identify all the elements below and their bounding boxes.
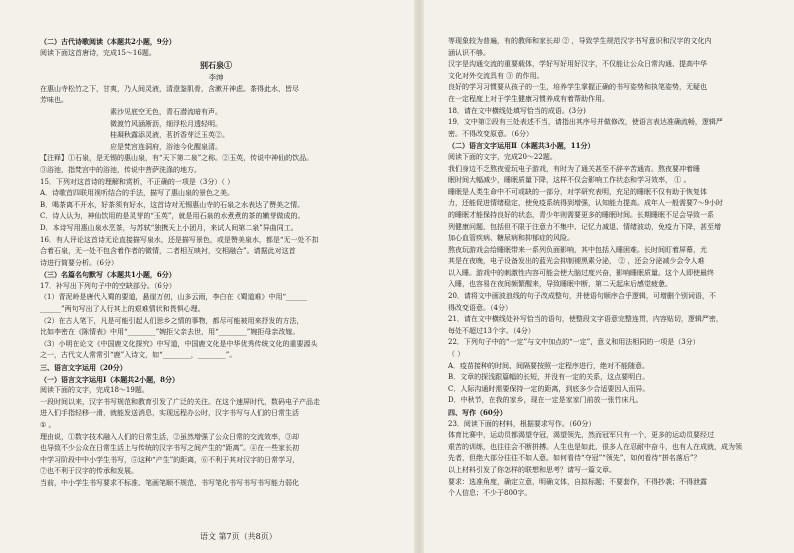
- text-line: （二）古代诗歌阅读（本题共2小题，9分）: [40, 37, 176, 46]
- text-line: （三）名篇名句默写（本题共1小题，6分）: [40, 270, 176, 280]
- text-line: D．中秋节，在我的家乡，现在一定是家家门前放一张竹床凡。: [448, 396, 643, 405]
- text-line: 20．请将文中画波浪线的句子改成整句，并使语句顺序合乎逻辑，可增删个别词语，不: [448, 292, 716, 301]
- left-column: [40, 36, 392, 490]
- text-line: 加心血管疾病、糖尿病和抑郁症的风险。: [448, 234, 574, 243]
- text-line: 芳味也。: [40, 96, 68, 105]
- text-line: 中学习阶段中中小学生书写，⑤这种“产生”的距离，⑥不利于其对汉字的日常学习，: [40, 455, 300, 464]
- text-line: 桂凝秋露添灵液，茗折香芽泛玉英②。: [110, 131, 229, 140]
- text-line: 也导致不少公众在日常生活上与传统的汉字书写之间产生的“距离”。④在一些家长初: [40, 444, 300, 453]
- text-line: 诗进行简要分析。（6分）: [40, 258, 118, 267]
- text-line: 素沙见底空无色，青石潜流暗有声。: [110, 107, 222, 116]
- text-line: 在一定程度上对于学生健康习惯养成有着帮助作用。: [448, 94, 609, 103]
- text-line: 别石泉①: [200, 60, 232, 71]
- text-line: 理由说，①数字技术融入人们的日常生活，②虽然增强了公众日常的交流效率，③却: [40, 432, 299, 441]
- text-line: 汉字是沟通交流的重要载体，学好写好用好汉字，不仅能让公众日常沟通、提高中华: [448, 60, 707, 69]
- text-line: 个人信息；不少于800字。: [448, 489, 532, 498]
- text-line: 应是梵宫连洞府，浴池今化醒泉清。: [110, 142, 222, 151]
- text-line: 15．下列对这首诗的理解和赏析，不正确的一项是（3分）（ ）: [40, 177, 235, 186]
- text-line: 眠时间大幅减少，睡眠质量下降，这样不仅会影响工作状态和学习效率， ① 。: [448, 176, 691, 185]
- text-line: 【注释】①石泉，是无锡的惠山泉，有“天下第二泉”之称。②玉英，传说中神仙的饮品。: [40, 154, 314, 163]
- text-line: 睡眠是人类生命中不可或缺的一部分，对学研究表明，充足的睡眠不仅有助于恢复体: [448, 187, 707, 196]
- text-line: 进入们手指轻移一滑，就能发送消息，实现远程办公时，汉字书写与人们的日常生活: [40, 409, 299, 418]
- text-line: 的睡眠才能保持良好的状态，青少年则需要更多的睡眠时间。长期睡眠不足会导致一系: [448, 210, 714, 219]
- text-line: 我们身边不乏熬夜爱玩电子游戏，有时为了通关甚至不辞辛苦通宵。熬夜要冲着睡: [448, 164, 700, 173]
- text-line: 21．请在文中横线处补写恰当的语句，使整段文字语意完整连贯，内容贴切，逻辑严密，: [448, 315, 723, 324]
- text-line: 微渡竹风涵淅沥，细浮松月透轻明。: [110, 119, 222, 128]
- text-line: 四、写作（60分）: [448, 408, 507, 417]
- text-line: 每处不超过13个字。（4分）: [448, 326, 535, 335]
- text-line: 合着石泉，无一处不包含着作者的微情，二者相互映衬，交相融合”。请据此对这首: [40, 247, 296, 256]
- text-line: 得改变语意。（4分）: [448, 303, 512, 312]
- text-line: （1）青泥岭是唐代入蜀的要道，悬崖万仞，山多云雨，李白在《蜀道难》中用“______: [40, 293, 308, 302]
- text-line: ⑦也不利于汉字的传承和发展。: [40, 467, 138, 476]
- page-footer: 语文 第7页（共8页）: [200, 532, 277, 541]
- text-line: 在惠山寺松竹之下，甘爽，乃人间灵液，清澄鉴肌骨，含漱开神虑。茶得此水，皆尽: [40, 84, 299, 93]
- text-line: C．人际沟通时需要保持一定的距离，到底多少合适要因人而异。: [448, 384, 650, 393]
- text-line: 17．补写出下列句子中的空缺部分。（6分）: [40, 281, 176, 290]
- text-line: A．诗歌首四联用视听结合的手法，描写了惠山泉的景色之美。: [40, 189, 235, 198]
- text-line: 16．有人评论这首诗无论直接描写泉水，还是描写景色，或是赞美泉水，都是“无一处不扣: [40, 235, 319, 244]
- text-line: 文化对外交流具有 ③ 的作用。: [448, 71, 544, 80]
- text-line: D．本诗写用惠山泉水烹茶，与苏轼“独携天上小团月，来试人间第二泉”异曲同工。: [40, 223, 298, 232]
- text-line: 23．阅读下面的材料，根据要求写作。（60分）: [448, 419, 596, 428]
- text-line: 三、语言文字运用（20分）: [40, 363, 127, 373]
- page-fold: [414, 0, 424, 553]
- text-line: B．文章的探浅跟篇幅的长短，并没有一定的关系，这点要明白。: [448, 373, 650, 382]
- text-line: 艰苦的训练，也往往会不断拼搏。人生也是如此，很多人在忍耐中奋斗，也有人在成就，成为领: [448, 442, 742, 451]
- text-line: 先者，但绝大部分往往不如人意。如何看待“夺冠”“领先”，如何看待“拼名落后”？: [448, 454, 701, 463]
- text-line: 列健康问题，包括但不限于注意力不集中、记忆力减退、情绪波动，免疫力下降，甚至增: [448, 222, 721, 231]
- text-line: 比如李密在《陈情表》中用“________”婉拒父亲去世，用“________”婉拒母亲改嫁。: [40, 328, 300, 337]
- text-line: 阅读下面的文字，完成18～19题。: [40, 386, 149, 395]
- text-line: 熬夜玩游戏会给睡眠带来一系列负面影响，其中包括入睡困难。长时间盯着屏幕，尤: [448, 245, 707, 254]
- text-line: ③浴池，指梵宫中的浴池，传说中菩萨洗涤的地方。: [40, 165, 201, 174]
- text-line: 18．请在文中横线处填写恰当的成语。(3分): [448, 106, 586, 115]
- text-line: A．疫苗接种的时间、间隔要按照一定程序进行，绝对不能随意。: [448, 361, 650, 370]
- text-line: 等现象较为普遍，有的教师和家长却 ② ，导致学生规范汉字书写意识和汉字的文化内: [448, 37, 712, 45]
- text-line: （ ）: [448, 350, 465, 359]
- text-line: 22．下列句子中的“一定”与文中加点的“一定”，意义和用法相同的一项是（3分）: [448, 338, 700, 347]
- text-line: 之一，古代文人常常引“鹿”入诗文，如“________，________”。: [40, 351, 237, 360]
- text-line: 19．文中第②段有三处表述不当，请指出其序号并做修改，使语言表达准确流畅，逻辑严: [448, 118, 723, 127]
- text-line: B．喝茶离不开水，好茶须有好水，这首诗对无锡惠山寺的石泉之水表达了赞美之情。: [40, 200, 305, 209]
- text-line: （3）小明在论文《中国鹿文化探究》中写道，中国鹿文化是中华优秀传统文化的重要源头: [40, 339, 318, 348]
- text-line: （二）语言文字运用Ⅱ（本题共3小题，11分）: [448, 141, 595, 151]
- text-line: 要求：选准角度，确定立意，明确文体，自拟标题；不要套作，不得抄袭；不得泄露: [448, 477, 707, 486]
- text-line: C．诗人认为，神仙饮用的是灵芽的“玉英”，就是用石泉的水煮煮的茶的嫩芽做成的。: [40, 212, 305, 221]
- text-line: 当前，中小学生书写要求不标准、笔画笔顺不规范、书写笔化书写书写书写能力弱化: [40, 478, 299, 487]
- text-line: 密。不得改变原意。（6分）: [448, 129, 533, 138]
- text-line: 阅读下面的文字，完成20～22题。: [448, 152, 557, 161]
- text-line: 体育比赛中，运动员都渴望夺冠，渴望领先，然而冠军只有一个，更多的运动员要经过: [448, 431, 714, 440]
- text-line: 其是在夜晚，电子设备发出的蓝光会抑制褪黑素分泌， ② ，还会分泌减少会令人难: [448, 257, 705, 266]
- text-line: 良好的学习习惯要从孩子的一生，培养学生掌握正确的书写姿势和执笔姿势，无疑也: [448, 83, 707, 92]
- text-line: 以入睡。游戏中的刺激性内容可能会使大脑过度兴奋，影响睡眠质量。这个人即使最终: [448, 268, 714, 277]
- text-line: 李绅: [208, 73, 224, 83]
- text-line: 阅读下面这首唐诗，完成15～16题。: [40, 48, 156, 57]
- text-line: ______”两句写出了人行其上的艰难情状和畏惧心理。: [40, 305, 205, 314]
- text-line: 力，还能促进情绪稳定，使免疫系统得到增强，认知能力提高。成年人一般需要7～9小时: [448, 199, 723, 208]
- text-line: 涵认识不够。: [448, 48, 490, 57]
- text-line: 一段时间以来，汉字书写规范和教育引发了广泛的关注。在这个速屏时代，数码电子产品走: [40, 397, 320, 406]
- right-column: [448, 36, 770, 500]
- text-line: 入睡，也容易在夜间频繁醒来，导致睡眠中断，第二天起床后感觉疲惫。: [448, 280, 672, 289]
- text-line: （2）在古人笔下，凡是可能引起人们思乡之情的事物，都尽可能被用来抒发的方法，: [40, 316, 304, 325]
- text-line: （一）语言文字运用Ⅰ（本题共2小题，8分）: [40, 374, 180, 384]
- text-line: 以上材料引发了你怎样的联想和思考？请写一篇文章。: [448, 465, 616, 474]
- text-line: ① 。: [40, 421, 56, 429]
